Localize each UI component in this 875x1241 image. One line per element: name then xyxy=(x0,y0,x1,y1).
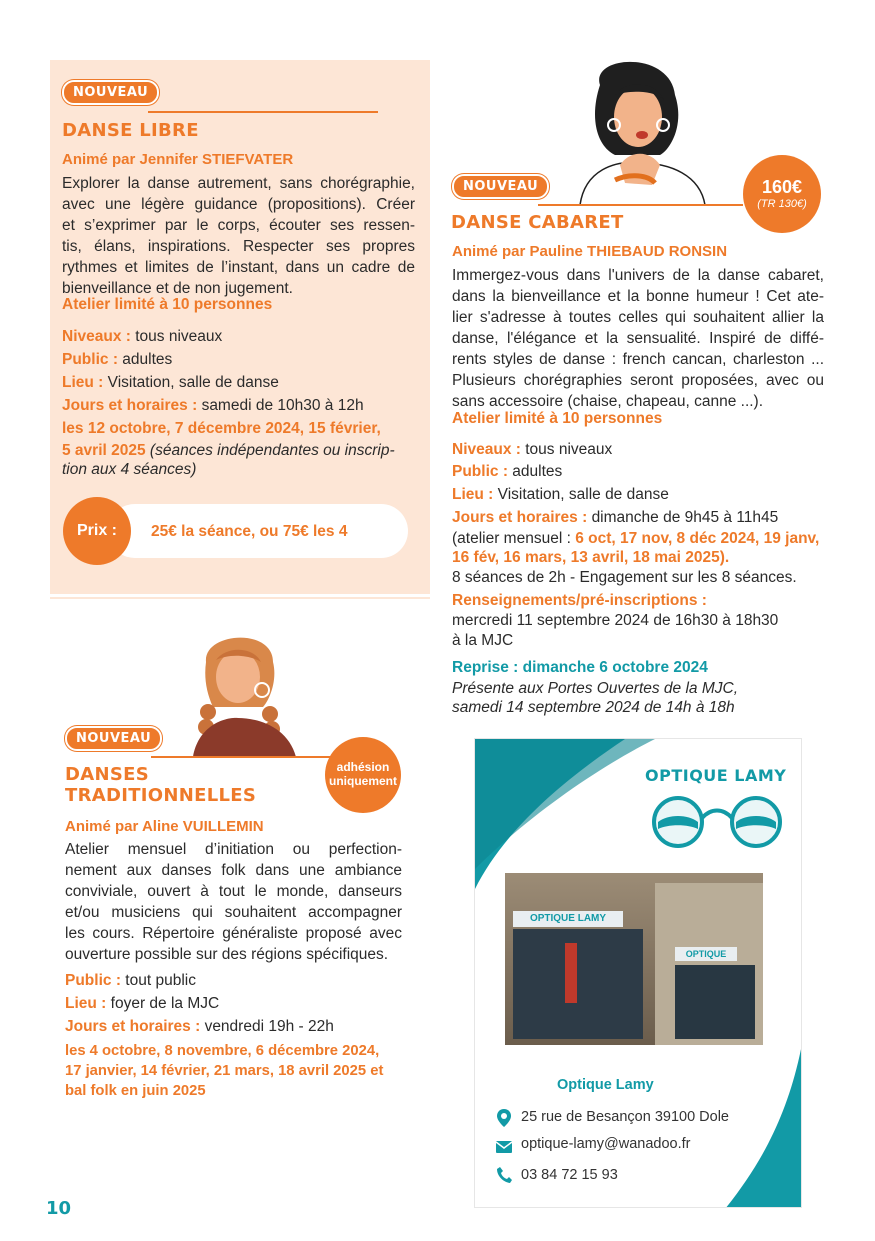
email-link[interactable]: optique-lamy@wanadoo.fr xyxy=(521,1136,691,1152)
location-pin-icon xyxy=(497,1109,511,1132)
horaires-row: Jours et horaires : dimanche de 9h45 à 11h45 xyxy=(452,509,779,526)
card-title: DANSE CABARET xyxy=(451,212,624,233)
envelope-icon xyxy=(496,1140,512,1158)
description: Explorer la danse autrement, sans chorégraphie, avec une légère guidance (propositions). Créer et s’exprimer par le corps, écouter ses ressen- tis, élans, inspirations. Respecter ses propres rythmes et limites de l’instant, dans un cadre de bienveillance et de non jugement. xyxy=(62,175,415,297)
nouveau-badge: NOUVEAU xyxy=(65,726,162,751)
divider xyxy=(151,756,331,758)
dancer-illustration xyxy=(560,55,710,205)
animateur: Animé par Jennifer STIEFVATER xyxy=(62,151,294,168)
dates-line: 17 janvier, 14 février, 21 mars, 18 avril 2025 et xyxy=(65,1063,384,1079)
shop-name: Optique Lamy xyxy=(557,1077,654,1093)
phone-icon xyxy=(497,1167,512,1188)
optique-lamy-ad xyxy=(474,738,802,1208)
portes-ouvertes: Présente aux Portes Ouvertes de la MJC, xyxy=(452,680,739,697)
dates-line: les 12 octobre, 7 décembre 2024, 15 février, xyxy=(62,420,381,437)
page-number: 10 xyxy=(46,1198,72,1219)
mensuel-dates: 16 fév, 16 mars, 13 avril, 18 mai 2025). xyxy=(452,549,730,566)
adhesion-badge: adhésion uniquement xyxy=(325,737,401,813)
reprise: Reprise : dimanche 6 octobre 2024 xyxy=(452,659,708,676)
description: Immergez-vous dans l'univers de la danse cabaret, dans la bienveillance et la bonne humeur ! Cet ate- lier s'adresse à toutes celles qui souhaitent allier la danse, l'élégance et la sensualité. Inspiré de diffé- rents styles de danse : french cancan, charleston ... Plusieurs chorégraphies seront proposées, avec ou sans accessoire (chaise, chapeau, canne ...). xyxy=(452,267,824,410)
card-title: DANSE LIBRE xyxy=(62,120,199,141)
price-value: 25€ la séance, ou 75€ les 4 xyxy=(151,523,348,540)
horaires-row: Jours et horaires : vendredi 19h - 22h xyxy=(65,1018,334,1035)
public-row: Public : tout public xyxy=(65,972,196,989)
shop-sign-2: OPTIQUE xyxy=(675,947,737,961)
portes-ouvertes-date: samedi 14 septembre 2024 de 14h à 18h xyxy=(452,699,735,716)
mensuel-row: (atelier mensuel : 6 oct, 17 nov, 8 déc 2024, 19 janv, xyxy=(452,530,820,547)
glasses-logo xyxy=(643,794,793,849)
dancer-illustration xyxy=(178,632,300,757)
renseignements-label: Renseignements/pré-inscriptions : xyxy=(452,592,707,609)
divider xyxy=(148,111,378,113)
dates-line: bal folk en juin 2025 xyxy=(65,1083,206,1099)
lieu-row: Lieu : foyer de la MJC xyxy=(65,995,220,1012)
separator xyxy=(50,597,430,599)
price: 160€ xyxy=(761,177,803,197)
phone-number[interactable]: 03 84 72 15 93 xyxy=(521,1167,618,1183)
dates-line: 5 avril 2025 (séances indépendantes ou inscrip- xyxy=(62,442,395,459)
price-label: Prix : xyxy=(63,497,131,565)
card-title: DANSES TRADITIONNELLES xyxy=(65,764,257,806)
limit-note: Atelier limité à 10 personnes xyxy=(452,410,663,427)
animateur: Animé par Aline VUILLEMIN xyxy=(65,818,264,835)
niveaux-row: Niveaux : tous niveaux xyxy=(62,328,223,345)
price-circle xyxy=(743,155,821,233)
niveaux-row: Niveaux : tous niveaux xyxy=(452,441,613,458)
lieu-row: Lieu : Visitation, salle de danse xyxy=(62,374,279,391)
renseignements-place: à la MJC xyxy=(452,632,514,649)
brand-title: OPTIQUE LAMY xyxy=(645,766,787,785)
public-row: Public : adultes xyxy=(62,351,173,368)
address: 25 rue de Besançon 39100 Dole xyxy=(521,1109,729,1125)
renseignements-date: mercredi 11 septembre 2024 de 16h30 à 18h30 xyxy=(452,612,779,629)
nouveau-badge: NOUVEAU xyxy=(452,174,549,199)
shop-sign: OPTIQUE LAMY xyxy=(513,911,623,927)
divider xyxy=(538,204,743,206)
animateur: Animé par Pauline THIEBAUD RONSIN xyxy=(452,243,728,260)
price-reduced: (TR 130€) xyxy=(757,198,807,210)
lieu-row: Lieu : Visitation, salle de danse xyxy=(452,486,669,503)
shop-photo xyxy=(505,873,763,1045)
nouveau-badge: NOUVEAU xyxy=(62,80,159,105)
dates-line: les 4 octobre, 8 novembre, 6 décembre 2024, xyxy=(65,1043,380,1059)
limit-note: Atelier limité à 10 personnes xyxy=(62,296,273,313)
dates-line: tion aux 4 séances) xyxy=(62,461,197,478)
seances-row: 8 séances de 2h - Engagement sur les 8 séances. xyxy=(452,569,797,586)
horaires-row: Jours et horaires : samedi de 10h30 à 12h xyxy=(62,397,364,414)
description: Atelier mensuel d’initiation ou perfection- nement aux danses folk dans une ambiance conviviale, ouvert à tout le monde, danseurs et/ou musiciens qui souhaitent accompagner les cours. Répertoire généraliste proposé avec ouverture possible sur des régions spécifiques. xyxy=(65,841,402,963)
public-row: Public : adultes xyxy=(452,463,563,480)
